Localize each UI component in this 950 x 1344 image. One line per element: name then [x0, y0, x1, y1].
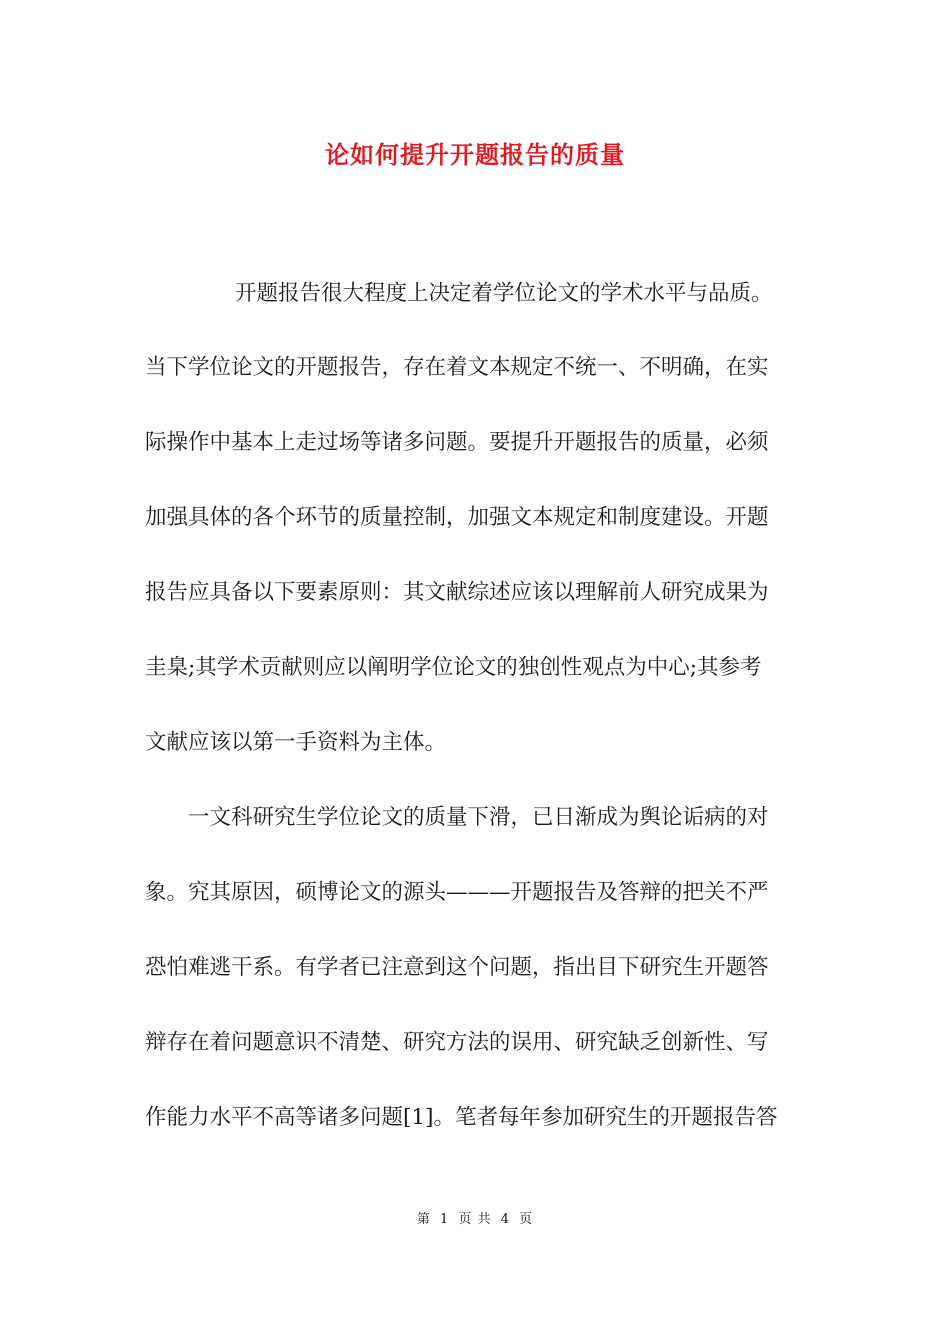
body-line: 际操作中基本上走过场等诸多问题。要提升开题报告的质量，必须: [145, 430, 769, 455]
body-line: 开题报告很大程度上决定着学位论文的学术水平与品质。: [235, 281, 773, 306]
page-footer: [0, 1208, 950, 1227]
body-line: 象。究其原因，硕博论文的源头———开题报告及答辩的把关不严: [145, 880, 769, 905]
body-line: 报告应具备以下要素原则：其文献综述应该以理解前人研究成果为: [145, 580, 769, 605]
footer-prefix: 第: [416, 1212, 431, 1227]
body-line: 加强具体的各个环节的质量控制，加强文本规定和制度建设。开题: [145, 505, 769, 530]
body-line: 圭臬;其学术贡献则应以阐明学位论文的独创性观点为中心;其参考: [145, 655, 762, 680]
body-line: 文献应该以第一手资料为主体。: [145, 730, 447, 755]
footer-suffix: 页: [519, 1212, 534, 1227]
body-line: 恐怕难逃干系。有学者已注意到这个问题，指出目下研究生开题答: [145, 955, 769, 980]
body-line: 作能力水平不高等诸多问题[1]。笔者每年参加研究生的开题报告答: [145, 1105, 778, 1130]
document-title: 论如何提升开题报告的质量: [325, 140, 625, 169]
footer-page-number: 1: [440, 1212, 450, 1227]
body-line: 辩存在着问题意识不清楚、研究方法的误用、研究缺乏创新性、写: [145, 1030, 769, 1055]
footer-total-pages: 4: [500, 1212, 510, 1227]
footer-mid: 页 共: [458, 1212, 492, 1227]
body-line: 一文科研究生学位论文的质量下滑，已日渐成为舆论诟病的对: [188, 805, 769, 830]
body-line: 当下学位论文的开题报告，存在着文本规定不统一、不明确，在实: [145, 355, 769, 380]
